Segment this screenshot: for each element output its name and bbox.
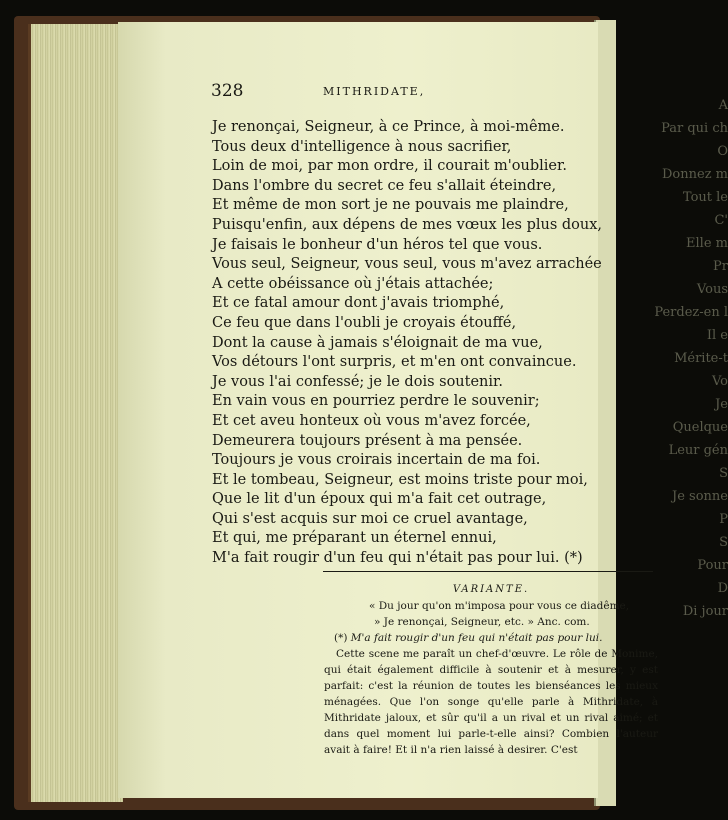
verse-line: Tous deux d'intelligence à nous sacrifier, xyxy=(212,138,512,155)
verse-line: Et ce fatal amour dont j'avais triomphé, xyxy=(212,295,505,312)
commentary xyxy=(324,646,658,758)
footnote-ref: (*) xyxy=(334,632,348,644)
verse-line: Dont la cause à jamais s'éloignait de ma vue, xyxy=(212,334,543,351)
verse-line: Je vous l'ai confessé; je le dois soutenir. xyxy=(212,373,503,390)
running-title: MITHRIDATE, xyxy=(323,85,426,98)
book-page xyxy=(118,22,728,798)
footnote-rule xyxy=(323,571,653,572)
bleed-through-line: Je xyxy=(715,397,728,412)
footnote xyxy=(324,630,658,646)
verse-line: Toujours je vous croirais incertain de ma foi. xyxy=(212,452,541,469)
bleed-through-line: Il e xyxy=(706,328,728,343)
bleed-through-line: C' xyxy=(714,213,728,228)
verse-line: Loin de moi, par mon ordre, il courait m'oublier. xyxy=(212,158,567,175)
bleed-through-line: Vo xyxy=(711,374,728,389)
verse-line: Je renonçai, Seigneur, à ce Prince, à moi-même. xyxy=(212,119,565,135)
page-number: 328 xyxy=(211,81,244,101)
verse-line: Et même de mon sort je ne pouvais me plaindre, xyxy=(212,197,569,214)
page-edges xyxy=(28,24,123,802)
bleed-through-line: P xyxy=(719,512,728,527)
verse-line: Et qui, me préparant un éternel ennui, xyxy=(212,530,497,547)
bleed-through-line: S xyxy=(719,466,728,481)
variant-title: VARIANTE. xyxy=(452,584,530,595)
bleed-through-line: Pour xyxy=(697,558,728,573)
verse-line: Qui s'est acquis sur moi ce cruel avantage, xyxy=(212,510,528,527)
bleed-through-line: Leur gén xyxy=(668,443,728,458)
bleed-through-line: Perdez-en l xyxy=(654,305,728,320)
verse-line: Vos détours l'ont surpris, et m'en ont convaincue. xyxy=(212,354,577,371)
commentary-text: Cette scene me paraît un chef-d'œuvre. Le rôle de Monime, qui était également difficile à soutenir et à mesurer, y est parfait: c'est la réunion de toutes les bienséances les mieux ménagées. Que l'on songe qu'elle parle à Mithridate, à Mithridate jaloux, et sûr qu'il a un rival et un rival aimé; et dans quel moment lui parle-t-elle ainsi? Combien l'auteur avait à faire! Et il n'a rien laissé à desirer. C'est xyxy=(324,648,658,756)
bleed-through-line: Mérite-t xyxy=(674,351,728,366)
bleed-through-line: A xyxy=(718,98,728,113)
bleed-through-line: Tout le xyxy=(682,190,728,205)
verse-line: Et le tombeau, Seigneur, est moins triste pour moi, xyxy=(212,471,588,488)
verse-line: Et cet aveu honteux où vous m'avez forcée, xyxy=(212,412,531,429)
bleed-through-line: Vous xyxy=(696,282,728,297)
bleed-through-line: Par qui ch xyxy=(661,121,728,136)
verse-line: Je faisais le bonheur d'un héros tel que vous. xyxy=(212,236,543,253)
bleed-through-line: D xyxy=(717,581,728,596)
bleed-through-line: Donnez m xyxy=(662,167,728,182)
verse-block xyxy=(212,118,652,569)
verse-line: M'a fait rougir d'un feu qui n'était pas pour lui. (*) xyxy=(212,550,583,567)
bleed-through-line: Je sonne xyxy=(672,489,728,504)
bleed-through-line: S xyxy=(719,535,728,550)
verse-line: Demeurera toujours présent à ma pensée. xyxy=(212,432,523,449)
verse-line: A cette obéissance où j'étais attachée; xyxy=(212,275,494,292)
bleed-through-line: Quelque xyxy=(672,420,728,435)
verse-line: Vous seul, Seigneur, vous seul, vous m'avez arrachée xyxy=(212,256,602,273)
verse-line: Que le lit d'un époux qui m'a fait cet outrage, xyxy=(212,491,547,508)
verse-line: Dans l'ombre du secret ce feu s'allait éteindre, xyxy=(212,177,557,194)
bleed-through-line: Elle m xyxy=(686,236,728,251)
bleed-through-line: O xyxy=(717,144,728,159)
verse-line: Ce feu que dans l'oubli je croyais étouffé, xyxy=(212,314,517,331)
variant-line: « Du jour qu'on m'imposa pour vous ce diadême, xyxy=(369,600,630,612)
bleed-through-line: Di jour xyxy=(682,604,728,619)
verse-line: En vain vous en pourriez perdre le souvenir; xyxy=(212,393,540,410)
verse-line: Puisqu'enfin, aux dépens de mes vœux les plus doux, xyxy=(212,216,603,233)
bleed-through-line: Pr xyxy=(713,259,728,274)
running-head xyxy=(211,81,511,107)
notes-block xyxy=(324,582,658,758)
variant-line: » Je renonçai, Seigneur, etc. » Anc. com. xyxy=(374,616,590,628)
footnote-text: M'a fait rougir d'un feu qui n'était pas pour lui. xyxy=(350,632,603,644)
